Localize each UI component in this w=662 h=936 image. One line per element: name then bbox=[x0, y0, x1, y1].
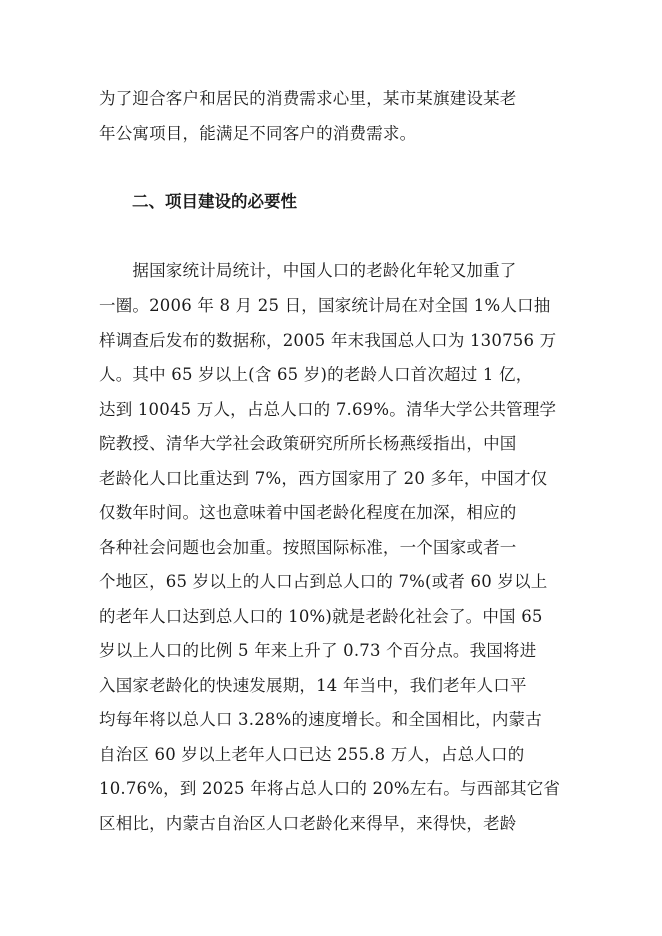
body-line-15: 自治区 60 岁以上老年人口已达 255.8 万人，占总人口的 bbox=[99, 745, 525, 764]
body-line-9: 各种社会问题也会加重。按照国际标准，一个国家或者一 bbox=[99, 538, 517, 557]
intro-line-2: 年公寓项目，能满足不同客户的消费需求。 bbox=[99, 124, 417, 143]
intro-line-1: 为了迎合客户和居民的消费需求心里，某市某旗建设某老 bbox=[99, 89, 517, 108]
body-line-12: 岁以上人口的比例 5 年来上升了 0.73 个百分点。我国将进 bbox=[99, 641, 537, 660]
body-line-6: 院教授、清华大学社会政策研究所所长杨燕绥指出，中国 bbox=[99, 434, 517, 453]
body-line-7: 老龄化人口比重达到 7%，西方国家用了 20 多年，中国才仅 bbox=[99, 469, 548, 488]
body-line-4: 人。其中 65 岁以上(含 65 岁)的老龄人口首次超过 1 亿， bbox=[99, 365, 533, 384]
body-line-1: 据国家统计局统计，中国人口的老龄化年轮又加重了 bbox=[99, 261, 517, 280]
body-line-13: 入国家老龄化的快速发展期，14 年当中，我们老年人口平 bbox=[99, 676, 527, 695]
body-line-10: 个地区，65 岁以上的人口占到总人口的 7%(或者 60 岁以上 bbox=[99, 572, 548, 591]
body-line-14: 均每年将以总人口 3.28%的速度增长。和全国相比，内蒙古 bbox=[99, 710, 542, 729]
body-line-17: 区相比，内蒙古自治区人口老龄化来得早，来得快，老龄 bbox=[99, 814, 517, 833]
body-line-3: 样调查后发布的数据称，2005 年末我国总人口为 130756 万 bbox=[99, 331, 557, 350]
section-heading: 二、项目建设的必要性 bbox=[132, 192, 297, 211]
body-line-16: 10.76%，到 2025 年将占总人口的 20%左右。与西部其它省 bbox=[99, 779, 561, 798]
body-line-8: 仅数年时间。这也意味着中国老龄化程度在加深，相应的 bbox=[99, 503, 517, 522]
body-line-2: 一圈。2006 年 8 月 25 日，国家统计局在对全国 1%人口抽 bbox=[99, 296, 551, 315]
body-line-5: 达到 10045 万人，占总人口的 7.69%。清华大学公共管理学 bbox=[99, 400, 557, 419]
body-line-11: 的老年人口达到总人口的 10%)就是老龄化社会了。中国 65 bbox=[99, 607, 543, 626]
